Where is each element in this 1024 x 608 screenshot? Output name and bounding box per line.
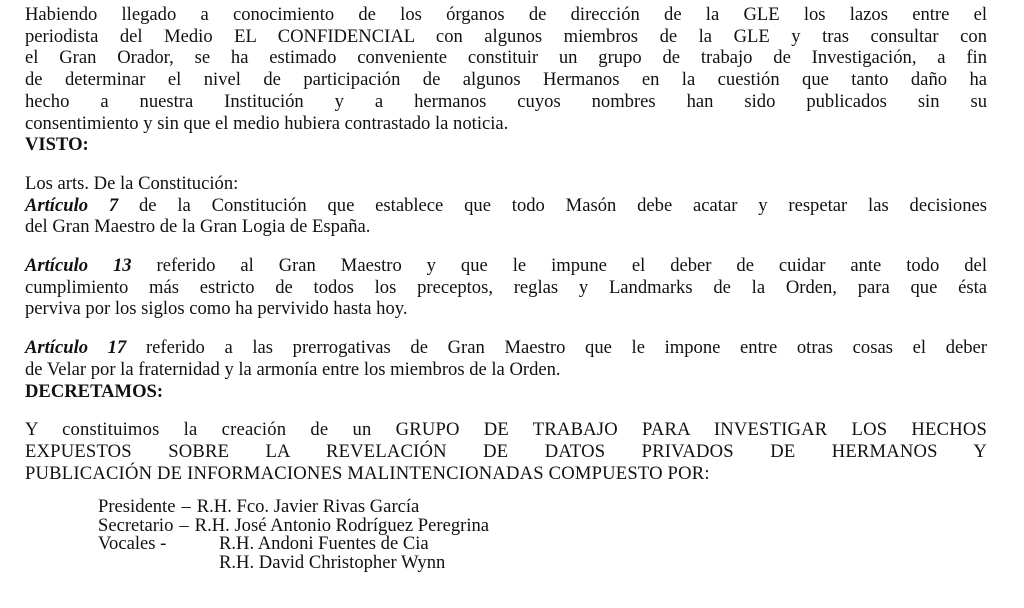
member-role: Vocales - [98, 533, 167, 555]
intro-paragraph [25, 4, 987, 134]
decree-line: Y constituimos la creación de un GRUPO DE TRABAJO PARA INVESTIGAR LOS HECHOS [25, 419, 987, 441]
article-label: Artículo 7 [25, 194, 119, 216]
article-text: referido a las prerrogativas de Gran Maestro que le impone entre otras cosas el deber [126, 337, 987, 359]
article-text: referido al Gran Maestro y que le impune el deber de cuidar ante todo del [131, 255, 987, 277]
article-text: cumplimiento más estricto de todos los preceptos, reglas y Landmarks de la Orden, para que ésta [25, 276, 987, 298]
article-text: de la Constitución que establece que todo Masón debe acatar y respetar las decisiones [118, 194, 987, 216]
article-label: Artículo 13 [25, 255, 132, 277]
article-17 [25, 337, 987, 380]
member-separator: – [181, 496, 191, 518]
visto-heading: VISTO: [25, 134, 89, 156]
intro-line: el Gran Orador, se ha estimado conveniente constituir un grupo de trabajo de Investigación, a fin [25, 47, 987, 69]
member-president [98, 498, 987, 516]
decretamos-heading: DECRETAMOS: [25, 380, 164, 402]
intro-line: Habiendo llegado a conocimiento de los órganos de dirección de la GLE los lazos entre el [25, 4, 987, 25]
intro-line: de determinar el nivel de participación de algunos Hermanos en la cuestión que tanto daño ha [25, 69, 987, 91]
constitution-intro: Los arts. De la Constitución: [25, 172, 239, 194]
member-name: R.H. Andoni Fuentes de Cia [219, 533, 429, 555]
intro-line: periodista del Medio EL CONFIDENCIAL con algunos miembros de la GLE y tras consultar con [25, 25, 987, 47]
member-separator: – [179, 514, 189, 536]
article-label: Artículo 17 [25, 337, 127, 359]
member-vocal [98, 535, 987, 553]
decree-paragraph [25, 419, 987, 484]
visto-section [25, 173, 987, 238]
decree-line: PUBLICACIÓN DE INFORMACIONES MALINTENCIONADAS COMPUESTO POR: [25, 462, 710, 484]
members-list [25, 498, 987, 572]
article-text: perviva por los siglos como ha pervivido hasta hoy. [25, 298, 408, 320]
intro-line: hecho a nuestra Institución y a hermanos cuyos nombres han sido publicados sin su [25, 90, 987, 112]
decree-line: EXPUESTOS SOBRE LA REVELACIÓN DE DATOS PRIVADOS DE HERMANOS Y [25, 440, 987, 462]
article-7 [25, 195, 987, 238]
member-vocal [98, 551, 987, 573]
document-page [25, 4, 987, 572]
member-role: Secretario [98, 514, 174, 536]
member-name: R.H. José Antonio Rodríguez Peregrina [194, 514, 490, 536]
member-name: R.H. Fco. Javier Rivas García [196, 496, 420, 518]
article-13 [25, 255, 987, 320]
article-text: del Gran Maestro de la Gran Logia de España. [25, 216, 371, 238]
article-text: de Velar por la fraternidad y la armonía entre los miembros de la Orden. [25, 358, 561, 380]
member-name: R.H. David Christopher Wynn [219, 551, 446, 573]
member-role: Presidente [98, 496, 176, 518]
intro-line: consentimiento y sin que el medio hubiera contrastado la noticia. [25, 112, 509, 134]
